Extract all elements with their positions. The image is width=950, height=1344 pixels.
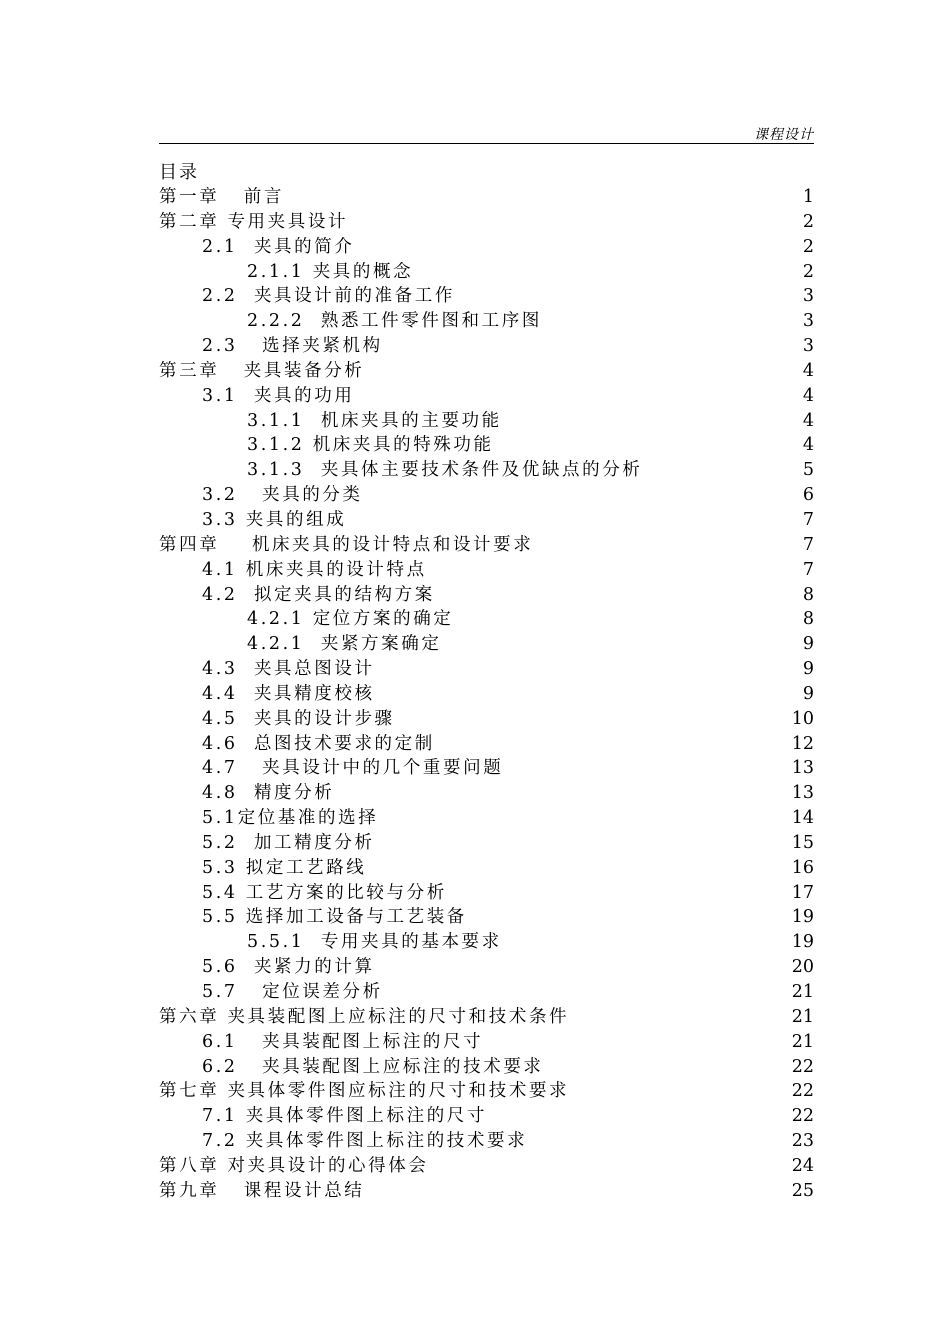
header-title: 课程设计 (754, 127, 814, 143)
toc-entry-title: 4.6 总图技术要求的定制 (202, 733, 435, 754)
toc-entry-page: 3 (802, 336, 814, 357)
toc-entry-page: 21 (791, 1006, 814, 1027)
toc-entry-page: 7 (802, 534, 814, 555)
toc-entry-page: 2 (802, 211, 814, 232)
toc-entry-title: 5.4 工艺方案的比较与分析 (202, 882, 447, 903)
toc-entry-title: 3.2 夹具的分类 (202, 485, 363, 506)
toc-entry-page: 15 (791, 832, 814, 853)
toc-entry[interactable] (159, 235, 814, 260)
toc-entry-page: 6 (802, 485, 814, 506)
toc-entry-title: 第九章 课程设计总结 (159, 1180, 365, 1201)
toc-entry-title: 第一章 前言 (159, 187, 284, 207)
toc-entry[interactable] (159, 732, 814, 757)
toc-entry[interactable] (159, 1104, 814, 1129)
toc-entry-page: 4 (802, 410, 814, 431)
toc-entry-page: 7 (802, 509, 814, 530)
toc-entry[interactable] (159, 384, 814, 409)
toc-entry-title: 3.1.2 机床夹具的特殊功能 (247, 435, 494, 456)
toc-entry[interactable] (159, 881, 814, 906)
toc-entry[interactable] (159, 1179, 814, 1204)
toc-entry-title: 7.1 夹具体零件图上标注的尺寸 (202, 1106, 487, 1127)
toc-entry-page: 22 (791, 1106, 814, 1127)
toc-entry[interactable] (159, 334, 814, 359)
toc-entry-page: 22 (791, 1081, 814, 1102)
toc-entry-title: 3.1.3 夹具体主要技术条件及优缺点的分析 (247, 460, 643, 481)
toc-entry-title: 4.3 夹具总图设计 (202, 659, 375, 680)
toc-entry-title: 6.2 夹具装配图上应标注的技术要求 (202, 1056, 544, 1077)
toc-entry-title: 5.2 加工精度分析 (202, 832, 375, 853)
toc-entry-page: 4 (802, 360, 814, 381)
toc-entry[interactable] (159, 781, 814, 806)
toc-entry[interactable] (159, 930, 814, 955)
toc-entry-title: 2.1 夹具的简介 (202, 236, 355, 257)
toc-entry-page: 17 (791, 882, 814, 903)
toc-entry-page: 24 (791, 1155, 814, 1176)
toc-entry-page: 4 (802, 435, 814, 456)
toc-entry-title: 2.2.2 熟悉工件零件图和工序图 (247, 311, 542, 332)
toc-entry-title: 第二章 专用夹具设计 (159, 211, 349, 232)
toc-entry-title: 6.1 夹具装配图上标注的尺寸 (202, 1031, 484, 1052)
toc-entry[interactable] (159, 1129, 814, 1154)
toc-entry[interactable] (159, 458, 814, 483)
toc-entry-page: 9 (802, 659, 814, 680)
toc-entry[interactable] (159, 831, 814, 856)
toc-entry[interactable] (159, 682, 814, 707)
toc-entry-page: 16 (791, 857, 814, 878)
toc-entry-title: 3.3 夹具的组成 (202, 509, 347, 530)
toc-entry[interactable] (159, 756, 814, 781)
toc-entry-title: 7.2 夹具体零件图上标注的技术要求 (202, 1131, 528, 1152)
toc-entry-title: 第四章 机床夹具的设计特点和设计要求 (159, 534, 534, 555)
toc-entry[interactable] (159, 210, 814, 235)
toc-entry-page: 3 (802, 286, 814, 307)
toc-entry-page: 19 (791, 932, 814, 953)
toc-entry-page: 20 (791, 957, 814, 978)
toc-entry[interactable] (159, 632, 814, 657)
toc-entry-page: 8 (802, 609, 814, 630)
toc-entry-page: 2 (802, 261, 814, 282)
toc-entry-title: 3.1 夹具的功用 (202, 385, 355, 406)
toc-entry-page: 9 (802, 683, 814, 704)
toc-entry-page: 2 (802, 236, 814, 257)
toc-entry-title: 5.7 定位误差分析 (202, 982, 383, 1002)
toc-entry[interactable] (159, 309, 814, 334)
toc-entry-title: 第三章 夹具装备分析 (159, 360, 365, 381)
toc-entry[interactable] (159, 806, 814, 831)
toc-entry-title: 5.3 拟定工艺路线 (202, 857, 367, 878)
toc-entry-title: 2.3 选择夹紧机构 (202, 336, 383, 357)
table-of-contents (159, 160, 814, 1204)
toc-entry-page: 23 (791, 1131, 814, 1152)
toc-entry[interactable] (159, 1079, 814, 1104)
toc-entry[interactable] (159, 583, 814, 608)
toc-entry[interactable] (159, 483, 814, 508)
toc-entry-page: 21 (791, 982, 814, 1002)
toc-entry-title: 5.5 选择加工设备与工艺装备 (202, 907, 467, 928)
toc-entry-page: 13 (791, 783, 814, 804)
toc-entry-page: 22 (791, 1056, 814, 1077)
toc-list (159, 185, 814, 1204)
toc-entry-title: 5.5.1 专用夹具的基本要求 (247, 932, 502, 953)
toc-entry-title: 4.2.1 定位方案的确定 (247, 609, 454, 630)
toc-entry-title: 2.1.1 夹具的概念 (247, 261, 414, 282)
toc-entry[interactable] (159, 1030, 814, 1055)
toc-entry-title: 4.4 夹具精度校核 (202, 683, 375, 704)
toc-entry-page: 4 (802, 385, 814, 406)
toc-entry-page: 10 (791, 708, 814, 729)
toc-entry-title: 3.1.1 机床夹具的主要功能 (247, 410, 502, 431)
toc-entry-title: 2.2 夹具设计前的准备工作 (202, 286, 455, 307)
toc-entry-title: 4.8 精度分析 (202, 783, 335, 804)
toc-entry[interactable] (159, 533, 814, 558)
toc-entry-page: 25 (791, 1180, 814, 1201)
toc-entry[interactable] (159, 284, 814, 309)
toc-entry-page: 13 (791, 758, 814, 779)
toc-entry-title: 4.2 拟定夹具的结构方案 (202, 584, 435, 605)
toc-entry[interactable] (159, 856, 814, 881)
toc-entry-title: 5.6 夹紧力的计算 (202, 957, 375, 978)
toc-entry-page: 14 (791, 808, 814, 829)
toc-entry[interactable] (159, 707, 814, 732)
toc-entry-page: 19 (791, 907, 814, 928)
toc-entry[interactable] (159, 607, 814, 632)
toc-entry-page: 21 (791, 1031, 814, 1052)
toc-entry[interactable] (159, 1055, 814, 1080)
toc-entry[interactable] (159, 980, 814, 1005)
toc-entry-title: 第六章 夹具装配图上应标注的尺寸和技术条件 (159, 1006, 570, 1027)
toc-entry-title: 5.1定位基准的选择 (202, 808, 379, 829)
toc-heading: 目录 (159, 162, 199, 183)
toc-entry[interactable] (159, 260, 814, 285)
toc-entry-page: 3 (802, 311, 814, 332)
toc-entry-page: 9 (802, 634, 814, 655)
toc-entry-title: 第七章 夹具体零件图应标注的尺寸和技术要求 (159, 1081, 570, 1102)
toc-entry[interactable] (159, 657, 814, 682)
toc-entry[interactable] (159, 433, 814, 458)
toc-entry-page: 7 (802, 559, 814, 580)
toc-entry[interactable] (159, 185, 814, 210)
toc-entry-title: 4.5 夹具的设计步骤 (202, 708, 395, 729)
toc-entry-title: 第八章 对夹具设计的心得体会 (159, 1155, 429, 1176)
toc-entry-page: 5 (802, 460, 814, 481)
toc-entry[interactable] (159, 558, 814, 583)
toc-entry[interactable] (159, 1005, 814, 1030)
toc-entry-page: 1 (802, 187, 814, 207)
toc-entry-title: 4.7 夹具设计中的几个重要问题 (202, 758, 504, 779)
toc-entry[interactable] (159, 508, 814, 533)
toc-entry[interactable] (159, 409, 814, 434)
toc-entry[interactable] (159, 905, 814, 930)
toc-entry-title: 4.1 机床夹具的设计特点 (202, 559, 427, 580)
toc-entry[interactable] (159, 955, 814, 980)
toc-entry[interactable] (159, 359, 814, 384)
toc-entry-page: 12 (791, 733, 814, 754)
toc-entry-page: 8 (802, 584, 814, 605)
toc-entry[interactable] (159, 1154, 814, 1179)
header-rule (159, 143, 814, 144)
toc-entry-title: 4.2.1 夹紧方案确定 (247, 634, 442, 655)
